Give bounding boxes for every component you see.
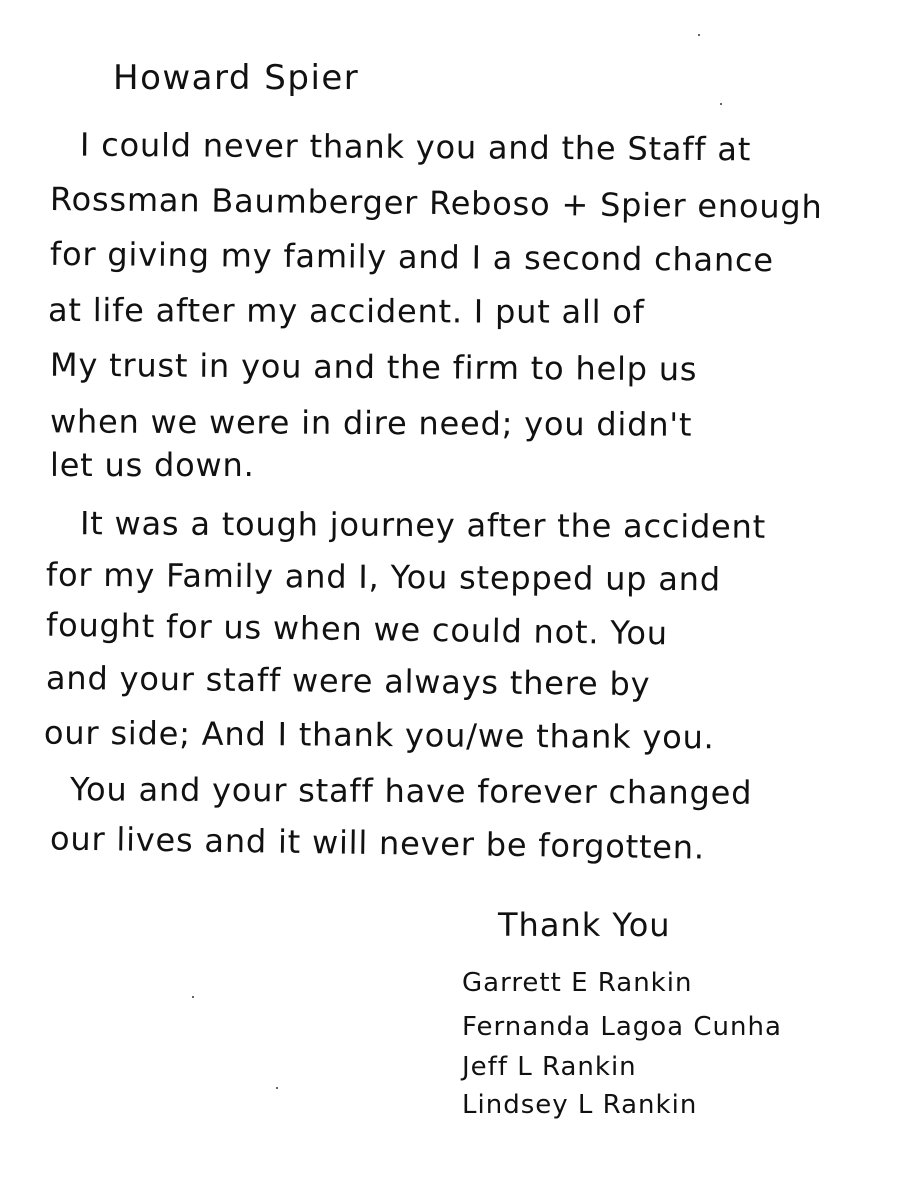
scan-speck [192, 996, 194, 998]
body-line-6: when we were in dire need; you didn't [49, 402, 693, 444]
signature-garrett-rankin: Garrett E Rankin [462, 968, 693, 998]
body-line-9: for my Family and I, You stepped up and [45, 555, 722, 599]
body-line-1: I could never thank you and the Staff at [79, 125, 752, 169]
body-line-14: our lives and it will never be forgotten. [49, 819, 706, 867]
body-line-3: for giving my family and I a second chance [49, 234, 775, 280]
body-line-2: Rossman Baumberger Reboso + Spier enough [49, 179, 823, 227]
body-line-10: fought for us when we could not. You [45, 605, 669, 653]
body-line-12: our side; And I thank you/we thank you. [43, 713, 715, 757]
scan-speck [720, 103, 722, 105]
signature-fernanda-lagoa-cunha: Fernanda Lagoa Cunha [462, 1012, 782, 1042]
scan-speck [698, 34, 700, 36]
closing: Thank You [498, 906, 671, 944]
salutation: Howard Spier [113, 58, 360, 98]
scan-speck [276, 1087, 278, 1089]
body-line-8: It was a tough journey after the accident [79, 504, 767, 546]
signature-lindsey-rankin: Lindsey L Rankin [462, 1090, 698, 1120]
body-line-5: My trust in you and the firm to help us [49, 345, 698, 389]
body-line-11: and your staff were always there by [45, 658, 651, 704]
signature-jeff-rankin: Jeff L Rankin [462, 1052, 637, 1082]
body-line-7: let us down. [50, 446, 255, 484]
body-line-13: You and your staff have forever changed [69, 770, 753, 812]
body-line-4: at life after my accident. I put all of [47, 290, 645, 332]
